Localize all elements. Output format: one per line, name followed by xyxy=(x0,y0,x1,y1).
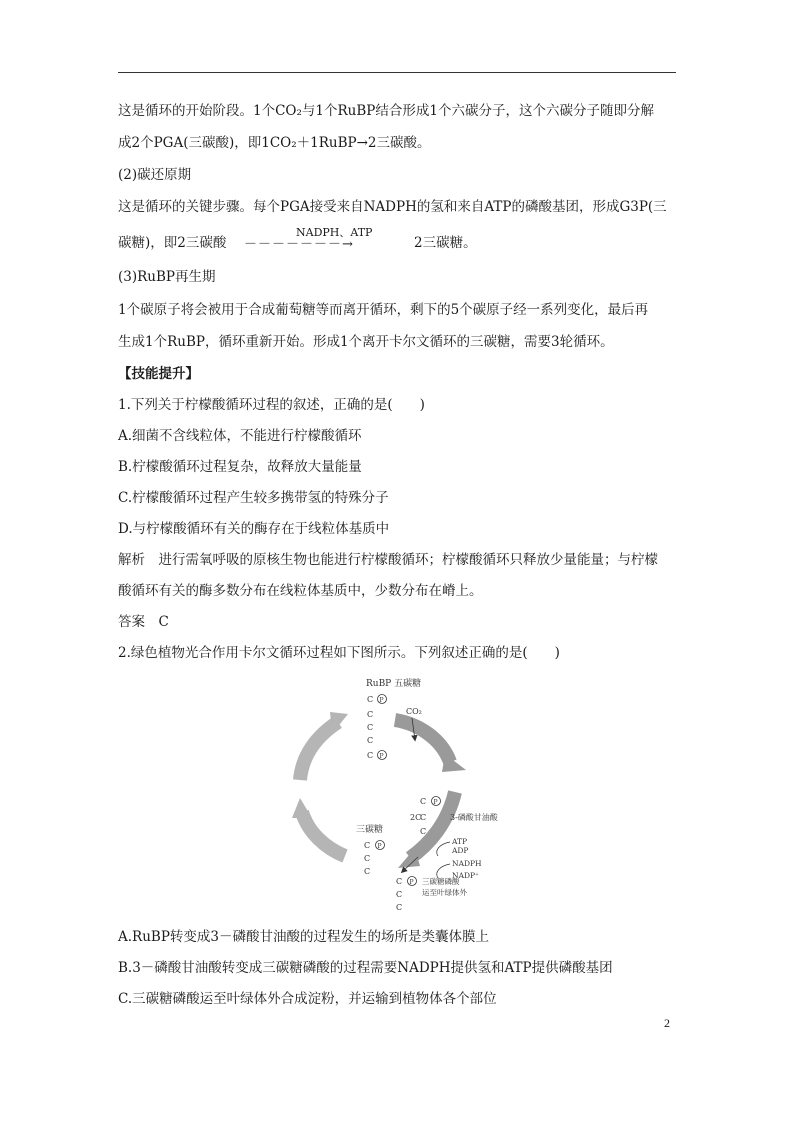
section-heading: (2)碳还原期 xyxy=(118,167,192,183)
nadp-label: NADP⁺ xyxy=(452,871,479,880)
text-line: 2三碳糖。 xyxy=(414,235,477,251)
calvin-cycle-diagram xyxy=(270,672,520,917)
carbon: C xyxy=(367,695,374,704)
phosphate: P xyxy=(409,879,414,886)
adp-label: ADP xyxy=(452,846,469,855)
carbon: C xyxy=(364,867,371,876)
atp-label: ATP xyxy=(452,837,468,846)
pga-label: 3-磷酸甘油酸 xyxy=(450,813,498,822)
text-line: 1个碳原子将会被用于合成葡萄糖等而离开循环，剩下的5个碳原子经一系列变化，最后再 xyxy=(118,302,649,318)
option: C.柠檬酸循环过程产生较多携带氢的特殊分子 xyxy=(118,490,389,506)
cycle-arrowhead xyxy=(292,798,312,818)
phosphate: P xyxy=(433,799,438,806)
export-label: 运至叶绿体外 xyxy=(422,888,467,897)
text-line: 生成1个RuBP，循环重新开始。形成1个离开卡尔文循环的三碳糖，需要3轮循环。 xyxy=(118,334,614,350)
phosphate: P xyxy=(377,843,382,850)
question: 2.绿色植物光合作用卡尔文循环过程如下图所示。下列叙述正确的是( ) xyxy=(118,645,560,661)
reaction-condition: NADPH、ATP xyxy=(296,226,373,239)
option: D.与柠檬酸循环有关的酶存在于线粒体基质中 xyxy=(118,521,390,537)
option: B.3－磷酸甘油酸转变成三碳糖磷酸的过程需要NADPH提供氢和ATP提供磷酸基团 xyxy=(118,960,613,976)
question: 1.下列关于柠檬酸循环过程的叙述，正确的是( ) xyxy=(118,397,425,413)
carbon: C xyxy=(420,827,427,836)
nadph-label: NADPH xyxy=(452,859,482,868)
carbon: C xyxy=(420,797,427,806)
phosphate: P xyxy=(379,697,384,704)
co2-label: CO₂ xyxy=(406,707,422,716)
triose-label: 三碳糖 xyxy=(356,825,384,835)
arrow: －－－－－－－→ xyxy=(244,237,354,252)
option: A.RuBP转变成3－磷酸甘油酸的过程发生的场所是类囊体膜上 xyxy=(118,929,489,945)
carbon: C xyxy=(367,736,374,745)
carbon: C xyxy=(396,890,403,899)
answer: 答案 C xyxy=(118,614,169,630)
pga-2c: 2C xyxy=(410,813,422,822)
explanation: 酸循环有关的酶多数分布在线粒体基质中，少数分布在嵴上。 xyxy=(118,583,483,599)
text-line: 这是循环的开始阶段。1个CO₂与1个RuBP结合形成1个六碳分子，这个六碳分子随即分解 xyxy=(118,103,654,119)
option: A.细菌不含线粒体，不能进行柠檬酸循环 xyxy=(118,428,362,444)
option: B.柠檬酸循环过程复杂，故释放大量能量 xyxy=(118,459,362,475)
page-number: 2 xyxy=(664,1016,670,1030)
explanation: 解析 进行需氧呼吸的原核生物也能进行柠檬酸循环；柠檬酸循环只释放少量能量；与柠檬 xyxy=(118,552,658,568)
header-rule xyxy=(118,72,676,73)
carbon: C xyxy=(364,854,371,863)
phosphate: P xyxy=(379,753,384,760)
carbon: C xyxy=(396,877,403,886)
carbon: C xyxy=(367,751,374,760)
carbon: C xyxy=(396,903,403,912)
cycle-arrow xyxy=(302,812,345,856)
carbon: C xyxy=(367,723,374,732)
text-line: 成2个PGA(三碳酸)，即1CO₂＋1RuBP→2三碳酸。 xyxy=(118,135,431,151)
text-line: 碳糖)，即2三碳酸 xyxy=(118,235,227,251)
export-label: 三碳糖磷酸 xyxy=(422,877,460,886)
rubp-label: RuBP 五碳糖 xyxy=(366,679,422,689)
cycle-arrow xyxy=(410,792,455,858)
carbon: C xyxy=(367,710,374,719)
cycle-arrowhead xyxy=(330,712,348,734)
carbon: C xyxy=(364,841,371,850)
cycle-arrow xyxy=(395,720,450,762)
text-line: 这是循环的关键步骤。每个PGA接受来自NADPH的氢和来自ATP的磷酸基团，形成G3P(三 xyxy=(118,199,667,215)
section-heading: 【技能提升】 xyxy=(118,366,199,382)
carbon: C xyxy=(420,813,427,822)
section-heading: (3)RuBP再生期 xyxy=(118,269,216,285)
option: C.三碳糖磷酸运至叶绿体外合成淀粉，并运输到植物体各个部位 xyxy=(118,991,497,1007)
reaction-arrow xyxy=(244,224,406,252)
